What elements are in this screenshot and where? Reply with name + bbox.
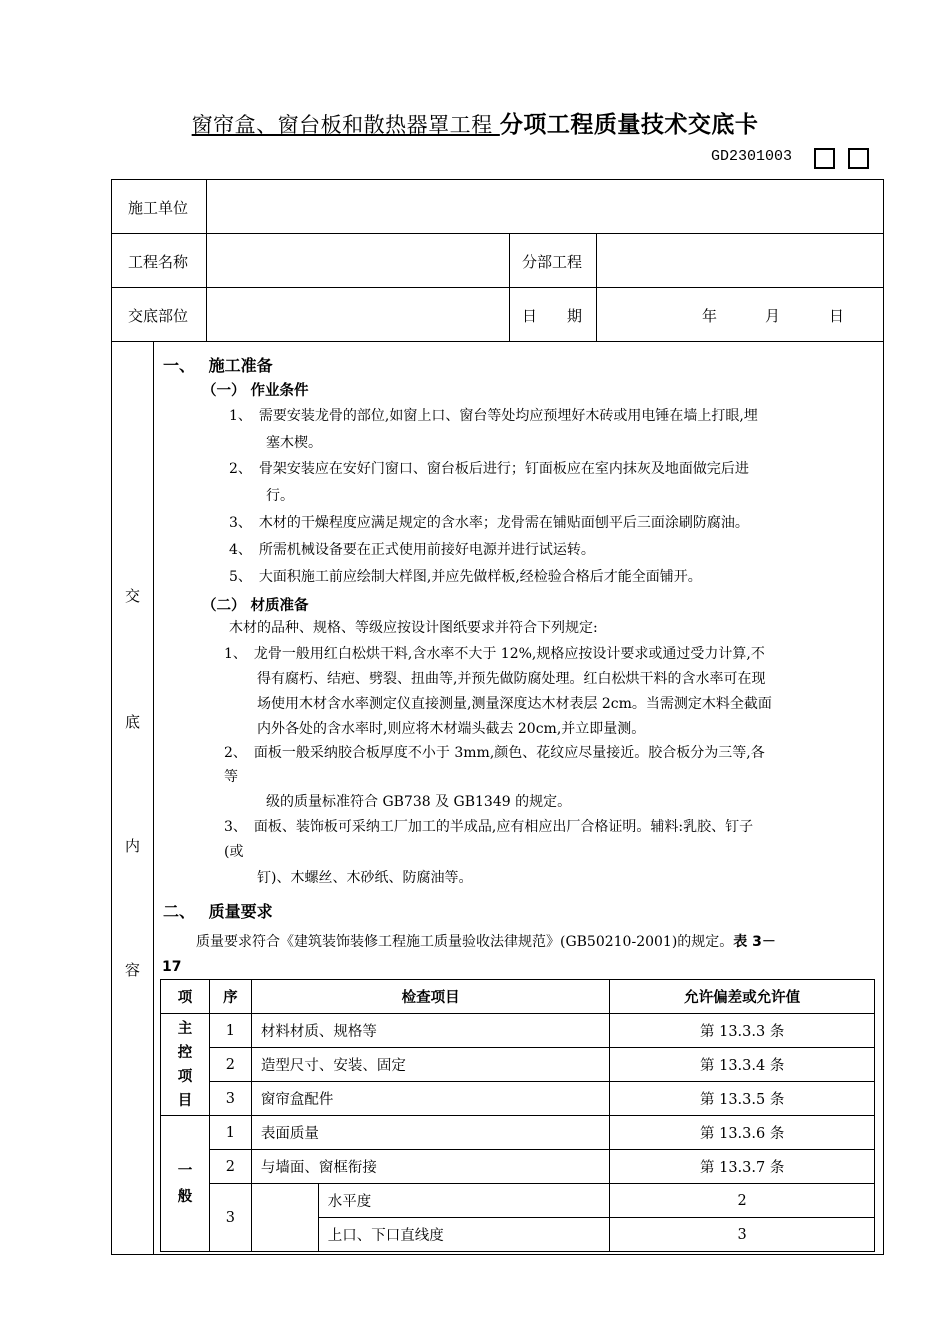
paragraph: 木材的品种、规格、等级应按设计图纸要求并符合下列规定: [229, 620, 598, 636]
header-cell: 序 [209, 980, 251, 1014]
list-item: 级的质量标准符合 GB738 及 GB1349 的规定。 [266, 794, 572, 810]
date-label: 日 期 [522, 307, 583, 325]
row-value: 第 13.3.4 条 [610, 1048, 875, 1082]
side-label-char: 底 [125, 713, 141, 731]
label-char: 目 [177, 1092, 193, 1109]
row-no: 3 [209, 1082, 251, 1116]
table-ref-number: 17 [162, 959, 182, 975]
label-char: 项 [177, 1068, 193, 1085]
row-value: 第 13.3.6 条 [610, 1116, 875, 1150]
row-item: 材料材质、规格等 [251, 1014, 609, 1048]
title-project: 窗帘盒、窗台板和散热器罩工程 [191, 113, 500, 137]
checkbox-1[interactable] [814, 148, 835, 169]
row-no: 1 [209, 1116, 251, 1150]
row-item: 水平度 [318, 1184, 610, 1218]
list-item: 2、 面板一般采纳胶合板厚度不小于 3mm,颜色、花纹应尽量接近。胶合板分为三等,各 [224, 745, 765, 761]
row-no: 3 [209, 1184, 251, 1252]
row-item: 表面质量 [251, 1116, 609, 1150]
list-item: 场使用木材含水率测定仪直接测量,测量深度达木材表层 2cm。当需测定木料全截面 [257, 696, 772, 712]
row-value: 第 13.3.3 条 [610, 1014, 875, 1048]
general-label [161, 1116, 210, 1252]
subsection-1-title: （一） 作业条件 [202, 383, 309, 399]
table-row [161, 1082, 875, 1116]
paragraph [196, 929, 776, 955]
table-header-row [161, 980, 875, 1014]
col-divider [596, 233, 597, 342]
row-no: 2 [209, 1150, 251, 1184]
row-no: 1 [209, 1014, 251, 1048]
doc-code: GD2301003 [711, 148, 793, 165]
table-border-right [883, 179, 884, 1255]
sub-project-label: 分部工程 [522, 253, 583, 271]
table-row [161, 1048, 875, 1082]
project-label: 工程名称 [128, 253, 189, 271]
section-2-title: 二、 质量要求 [163, 902, 273, 921]
table-border-bottom [111, 1254, 884, 1255]
list-item: 1、 需要安装龙骨的部位,如窗上口、窗台等处均应预埋好木砖或用电锤在墙上打眼,埋 [229, 408, 758, 424]
unit-label: 施工单位 [128, 199, 189, 217]
table-row [161, 1150, 875, 1184]
date-year: 年 [702, 307, 718, 325]
table-ref: 表 3－ [733, 934, 776, 950]
row-item: 窗帘盒配件 [251, 1082, 609, 1116]
header-cell: 检查项目 [251, 980, 609, 1014]
list-item: 2、 骨架安装应在安好门窗口、窗台板后进行；钉面板应在室内抹灰及地面做完后进 [229, 461, 749, 477]
list-item: 内外各处的含水率时,则应将木材端头截去 20cm,并立即量测。 [257, 721, 646, 737]
label-char: 控 [177, 1044, 193, 1061]
table-row [161, 1116, 875, 1150]
page-title [0, 106, 950, 139]
row-item: 上口、下口直线度 [318, 1218, 610, 1252]
list-item: 4、 所需机械设备要在正式使用前接好电源并进行试运转。 [229, 542, 595, 558]
row-item: 造型尺寸、安装、固定 [251, 1048, 609, 1082]
checkbox-2[interactable] [848, 148, 869, 169]
label-char: 一 [177, 1162, 193, 1179]
list-item: 得有腐朽、结疤、劈裂、扭曲等,并预先做防腐处理。红白松烘干料的含水率可在现 [257, 671, 766, 687]
date-day: 日 [829, 307, 845, 325]
date-month: 月 [765, 307, 781, 325]
main-control-label [161, 1014, 210, 1116]
row-value: 3 [610, 1218, 875, 1252]
row-value: 第 13.3.5 条 [610, 1082, 875, 1116]
subsection-2-title: （二） 材质准备 [202, 598, 309, 614]
label-char: 般 [177, 1188, 193, 1205]
table-row [161, 1014, 875, 1048]
header-cell: 允许偏差或允许值 [610, 980, 875, 1014]
title-main: 分项工程质量技术交底卡 [499, 112, 759, 138]
col-divider [153, 341, 154, 1255]
list-item: 塞木楔。 [266, 435, 322, 451]
row-divider [111, 233, 884, 234]
col-divider [509, 233, 510, 342]
table-border-top [111, 179, 884, 180]
row-divider [111, 341, 884, 342]
row-no: 2 [209, 1048, 251, 1082]
table-border-left [111, 179, 112, 1255]
list-item: 行。 [266, 488, 294, 504]
table-row [161, 1184, 875, 1218]
side-label-char: 交 [125, 587, 141, 605]
row-value: 2 [610, 1184, 875, 1218]
list-item: 3、 木材的干燥程度应满足规定的含水率；龙骨需在铺贴面刨平后三面涂刷防腐油。 [229, 515, 749, 531]
row-value: 第 13.3.7 条 [610, 1150, 875, 1184]
quality-table [160, 979, 875, 1252]
empty-cell [251, 1184, 318, 1252]
list-item: 5、 大面积施工前应绘制大样图,并应先做样板,经检验合格后才能全面铺开。 [229, 569, 702, 585]
list-item: 钉)、木螺丝、木砂纸、防腐油等。 [257, 870, 473, 886]
side-label-char: 内 [125, 837, 141, 855]
header-cell: 项 [161, 980, 210, 1014]
section-1-title: 一、 施工准备 [163, 356, 273, 375]
list-item: 等 [224, 769, 238, 785]
part-label: 交底部位 [128, 307, 189, 325]
paragraph-text: 质量要求符合《建筑装饰装修工程施工质量验收法律规范》(GB50210-2001)的规定。 [196, 934, 734, 950]
label-char: 主 [177, 1020, 193, 1037]
row-divider [111, 287, 884, 288]
side-label-char: 容 [125, 961, 141, 979]
row-item: 与墙面、窗框衔接 [251, 1150, 609, 1184]
list-item: (或 [224, 844, 244, 860]
list-item: 1、 龙骨一般用红白松烘干料,含水率不大于 12%,规格应按设计要求或通过受力计算,不 [224, 646, 765, 662]
col-divider [206, 179, 207, 342]
list-item: 3、 面板、装饰板可采纳工厂加工的半成品,应有相应出厂合格证明。辅料:乳胶、钉子 [224, 819, 754, 835]
